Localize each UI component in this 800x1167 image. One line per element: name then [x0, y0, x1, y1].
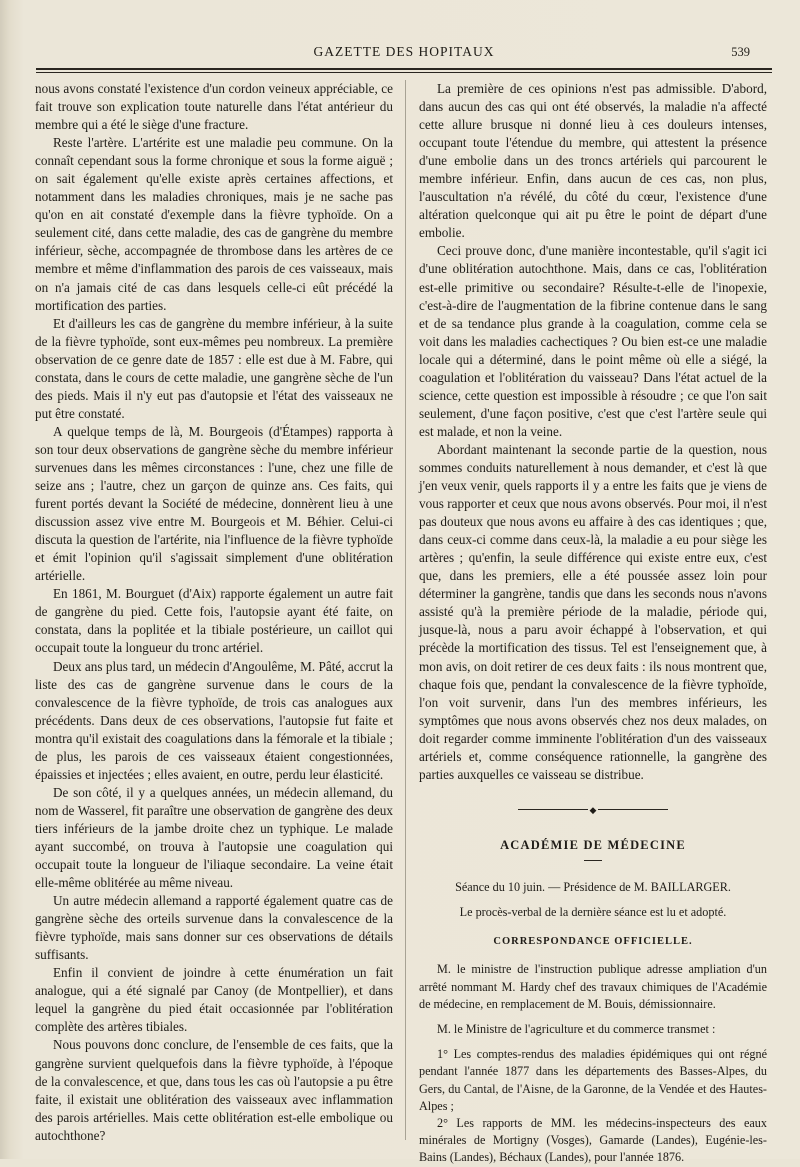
paragraph: A quelque temps de là, M. Bourgeois (d'Étampes) rapporta à son tour deux observations de gangrène sèche du membre inférieur survenues dans les mêmes circonstances : l'une, chez une fille de seize ans ; l'autre, chez un garçon de quinze ans. Ces faits, qui furent portés devant la Société de médecine, donnèrent lieu à une discussion assez vive entre M. Bourgeois et M. Béhier. Celui-ci discuta la question de l'artérite, nia l'influence de la fièvre typhoïde et émit l'opinion qu'il s'agissait simplement d'une oblitération artérielle.	[35, 423, 393, 584]
section-ornament: ◆	[419, 806, 767, 814]
page-header	[36, 44, 772, 68]
subsection-heading: CORRESPONDANCE OFFICIELLE.	[493, 936, 693, 948]
journal-title: GAZETTE DES HOPITAUX	[313, 44, 495, 59]
paragraph: 1° Les comptes-rendus des maladies épidémiques qui ont régné pendant l'année 1877 dans les départements des Basses-Alpes, du Gers, du Cantal, de l'Aisne, de la Garonne, de la Vendée et des Hautes-Alpes ;	[419, 1047, 767, 1113]
section-title: ACADÉMIE DE MÉDECINE	[500, 837, 686, 852]
paragraph: Ceci prouve donc, d'une manière incontestable, qu'il s'agit ici d'une oblitération autochthone. Mais, dans ce cas, l'oblitération est-elle primitive ou secondaire? Résulte-t-elle de l'inopexie, c'est-à-dire de l'augmentation de la fibrine contenue dans le sang et de sa tendance plus grande à la coagulation, comme cela se voit dans les maladies cachectiques ? Ou bien est-ce une maladie locale qui a déterminé, dans le point même où elle a siégé, la coagulation et l'oblitération du vaisseau? Dans l'état actuel de la science, cette question est impossible à résoudre ; ce que l'on sait seulement, d'une façon positive, c'est que c'est l'artère seule qui est malade, et non la veine.	[419, 243, 767, 439]
paragraph: En 1861, M. Bourguet (d'Aix) rapporte également un autre fait de gangrène du pied. Cette fois, l'autopsie ayant été faite, on constata, dans la poplitée et la tibiale postérieure, un caillot qui occupait toute la longueur du tronc artériel.	[35, 586, 393, 656]
paragraph: Un autre médecin allemand a rapporté également quatre cas de gangrène sèche des orteils survenue dans la convalescence de la fièvre typhoïde, mais sans donner sur ces observations de détails suffisants.	[35, 893, 393, 963]
title-rule	[584, 860, 602, 861]
proces-verbal-line: Le procès-verbal de la dernière séance est lu et adopté.	[459, 905, 727, 920]
paragraph: 2° Les rapports de MM. les médecins-inspecteurs des eaux minérales de Mortigny (Vosges), Gamarde (Landes), Eugénie-les-Bains (Landes), Béchaux (Landes), pour l'année 1876.	[419, 1115, 767, 1165]
paragraph: Enfin il convient de joindre à cette énumération un fait analogue, qui a été signalé par Canoy (de Montpellier), et dans lequel la gangrène du pied était occasionnée par l'oblitération complète des artères tibiales.	[35, 965, 393, 1035]
seance-line: Séance du 10 juin. — Présidence de M. BAILLARGER.	[455, 879, 731, 894]
column-divider	[405, 80, 406, 1140]
paragraph: M. le Ministre de l'agriculture et du commerce transmet :	[437, 1021, 716, 1036]
paragraph: La première de ces opinions n'est pas admissible. D'abord, dans aucun des cas qui ont été observés, la maladie n'a affecté cette allure brusque ni donné lieu à ces douleurs intenses, occupant toute l'étendue du membre, qui attestent la présence d'une embolie dans un des troncs artériels qui parcourent le membre inférieur. Enfin, dans aucun de ces cas, non plus, l'auscultation n'a révélé, du côté du cœur, l'existence d'une altération quelconque qui ait pu être le point de départ d'une embolie.	[419, 81, 767, 241]
left-column	[35, 80, 393, 1145]
paragraph: nous avons constaté l'existence d'un cordon veineux appréciable, ce fait trouve son explication toute naturelle dans l'état antérieur du membre qui a été le siège d'une fracture.	[35, 81, 393, 133]
paragraph: De son côté, il y a quelques années, un médecin allemand, du nom de Wasserel, fit paraître une observation de gangrène des deux tiers inférieurs de la jambe droite chez un typhique. Le malade ayant succombé, on trouva à l'autopsie une coagulation qui occupait toute la longueur de l'iliaque secondaire. La veine était elle-même oblitérée au même niveau.	[35, 784, 393, 891]
paragraph: Abordant maintenant la seconde partie de la question, nous sommes conduits naturellement à nous demander, et c'est là que j'en veux venir, quels rapports il y a entre les faits que je viens de vous rapporter et ceux que nous avons observés. Pour moi, il n'est pas douteux que nous avons eu affaire à des cas identiques ; que, dans ceux-ci comme dans ceux-là, la maladie a eu pour siège les artères ; qu'enfin, la seule différence qui existe entre eux, c'est que, dans les premiers, elle a été poussée assez loin pour déterminer la gangrène, tandis que dans les seconds nous n'avons assisté qu'à la première période de la maladie, période qui, jusque-là, nous a paru avoir échappé à l'observation, et qui précède la mortification des tissus. Tel est l'enseignement que, à mon avis, on doit retirer de ces deux faits : ils nous montrent que, chaque fois que, pendant la convalescence de la fièvre typhoïde, l'on voit survenir, dans l'un des membres inférieurs, les symptômes que nous avons observés chez nos deux malades, on doit regarder comme imminente l'oblitération d'un des vaisseaux artériels et, comme conséquence rationnelle, la gangrène des parties auxquelles ce vaisseau se distribue.	[419, 441, 767, 782]
header-rule	[36, 68, 772, 73]
paragraph: Et d'ailleurs les cas de gangrène du membre inférieur, à la suite de la fièvre typhoïde, sont eux-mêmes peu nombreux. La première observation de ce genre date de 1857 : elle est due à M. Fabre, qui constata, dans le cours de cette maladie, une gangrène sèche de l'un des pieds. Mais il n'y eut pas d'autopsie et l'état des vaisseaux ne put être constaté.	[35, 315, 393, 421]
paragraph: Nous pouvons donc conclure, de l'ensemble de ces faits, que la gangrène survient quelquefois dans la fièvre typhoïde, à l'époque de la convalescence, et que, dans tous les cas où l'autopsie a pu être faite, il existait une oblitération des vaisseaux avec inflammation des parois artérielles. Mais cette oblitération est-elle embolique ou autochthone?	[35, 1037, 393, 1143]
paragraph: Reste l'artère. L'artérite est une maladie peu commune. On la connaît cependant sous la forme chronique et sous la forme aiguë ; on sait également qu'elle existe après certaines affections, et notamment dans les maladies chroniques, mais je ne sache pas qu'on en ait constaté d'exemple dans la fièvre typhoïde. On a seulement cité, dans cette maladie, des cas de gangrène du membre inférieur, sèche, accompagnée de thrombose dans les artères de ce membre et même d'inflammation des parois de ces vaisseaux, mais on n'a jamais cité de cas dans lesquels celle-ci eût précédé la mortification des parties.	[35, 135, 393, 313]
paragraph: Deux ans plus tard, un médecin d'Angoulême, M. Pâté, accrut la liste des cas de gangrène survenue dans le cours de la convalescence de la fièvre typhoïde, de trois cas analogues aux précédents. Dans deux de ces observations, l'autopsie fut faite et montra qu'il existait des coagulations dans la fémorale et la tibiale ; de plus, les parois de ces vaisseaux étaient congestionnées, épaissies et injectées ; elles avaient, en outre, perdu leur élasticité.	[35, 658, 393, 782]
right-column	[419, 80, 767, 1167]
page-number: 539	[731, 45, 750, 59]
paragraph: M. le ministre de l'instruction publique adresse ampliation d'un arrêté nommant M. Hardy chef des travaux chimiques de l'Académie de médecine, en remplacement de M. Bouis, démissionnaire.	[419, 962, 767, 1011]
